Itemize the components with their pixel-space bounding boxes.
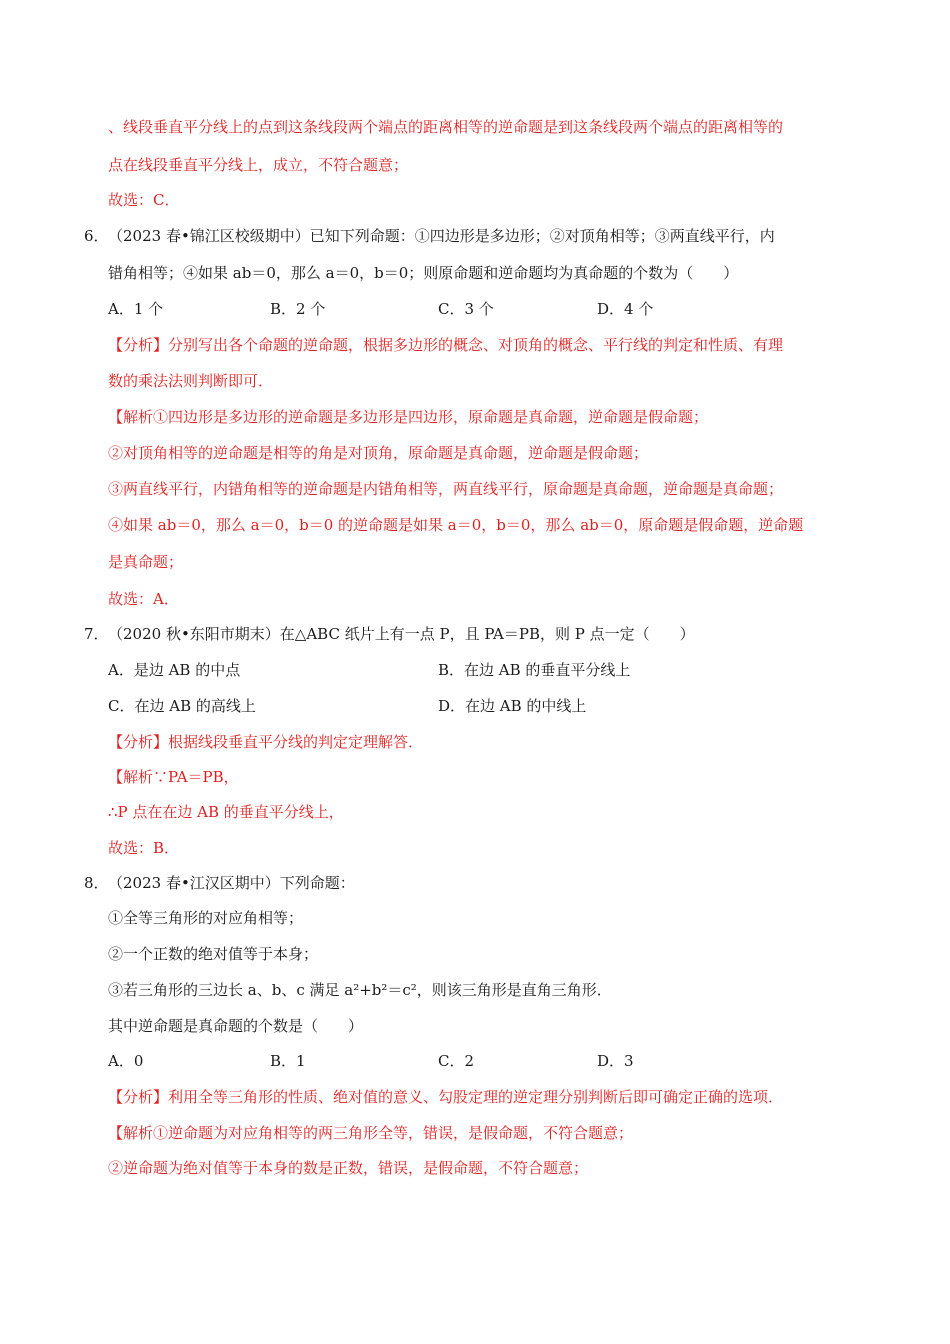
q6-option-d: D．4 个	[597, 300, 654, 318]
q6-stem-line-2: 错角相等；④如果 ab＝0，那么 a＝0，b＝0；则原命题和逆命题均为真命题的个数为（ ）	[108, 264, 739, 282]
q6-analysis-line-1: 【分析】分别写出各个命题的逆命题，根据多边形的概念、对顶角的概念、平行线的判定和性质、有理	[108, 336, 784, 354]
q7-answer: 故选：B．	[108, 839, 180, 857]
q6-option-a: A．1 个	[108, 300, 164, 318]
q7-option-d: D．在边 AB 的中线上	[438, 697, 587, 715]
q8-stem: （2023 春•江汉区期中）下列命题：	[108, 874, 355, 892]
q8-option-c: C．2	[438, 1052, 475, 1070]
q7-solution-line-1: 【解析∵PA＝PB，	[108, 768, 239, 786]
q6-option-b: B．2 个	[270, 300, 326, 318]
q6-stem-line-1: （2023 春•锦江区校级期中）已知下列命题：①四边形是多边形；②对顶角相等；③两直线平行，内	[108, 227, 775, 245]
q6-solution-line-4: ④如果 ab＝0，那么 a＝0，b＝0 的逆命题是如果 a＝0，b＝0，那么 ab＝0，原命题是假命题，逆命题	[108, 516, 804, 534]
prev-answer: 故选：C．	[108, 191, 180, 209]
q8-analysis: 【分析】利用全等三角形的性质、绝对值的意义、勾股定理的逆定理分别判断后即可确定正确的选项．	[108, 1088, 784, 1106]
q6-analysis-line-2: 数的乘法法则判断即可．	[108, 372, 274, 390]
q7-number: 7．	[84, 625, 109, 643]
q7-option-a: A．是边 AB 的中点	[108, 661, 241, 679]
q7-solution-line-2: ∴P 点在在边 AB 的垂直平分线上，	[108, 803, 344, 821]
q7-analysis: 【分析】根据线段垂直平分线的判定定理解答．	[108, 733, 424, 751]
q6-answer: 故选：A．	[108, 590, 179, 608]
q8-option-d: D．3	[597, 1052, 634, 1070]
q7-option-c: C．在边 AB 的高线上	[108, 697, 256, 715]
q8-option-b: B．1	[270, 1052, 306, 1070]
q7-stem: （2020 秋•东阳市期末）在△ABC 纸片上有一点 P，且 PA＝PB，则 P 点一定（ ）	[108, 625, 695, 643]
q8-item-2: ②一个正数的绝对值等于本身；	[108, 945, 319, 963]
q8-item-3: ③若三角形的三边长 a、b、c 满足 a²+b²＝c²，则该三角形是直角三角形．	[108, 981, 612, 999]
q6-solution-line-5: 是真命题；	[108, 553, 184, 571]
q8-item-1: ①全等三角形的对应角相等；	[108, 909, 304, 927]
q6-solution-line-3: ③两直线平行，内错角相等的逆命题是内错角相等，两直线平行，原命题是真命题，逆命题是真命题；	[108, 480, 784, 498]
q8-solution-line-2: ②逆命题为绝对值等于本身的数是正数，错误，是假命题，不符合题意；	[108, 1159, 589, 1177]
q6-option-c: C．3 个	[438, 300, 494, 318]
q6-number: 6．	[84, 227, 109, 245]
q8-solution-line-1: 【解析①逆命题为对应角相等的两三角形全等，错误，是假命题，不符合题意；	[108, 1124, 634, 1142]
q6-solution-line-1: 【解析①四边形是多边形的逆命题是多边形是四边形，原命题是真命题，逆命题是假命题；	[108, 408, 709, 426]
q7-option-b: B．在边 AB 的垂直平分线上	[438, 661, 631, 679]
prev-solution-line-1: 、线段垂直平分线上的点到这条线段两个端点的距离相等的逆命题是到这条线段两个端点的距离相等的	[108, 118, 784, 136]
q8-number: 8．	[84, 874, 109, 892]
q8-option-a: A．0	[108, 1052, 144, 1070]
q6-solution-line-2: ②对顶角相等的逆命题是相等的角是对顶角，原命题是真命题，逆命题是假命题；	[108, 444, 649, 462]
prev-solution-line-2: 点在线段垂直平分线上，成立，不符合题意；	[108, 156, 409, 174]
q8-question: 其中逆命题是真命题的个数是（ ）	[108, 1017, 364, 1035]
